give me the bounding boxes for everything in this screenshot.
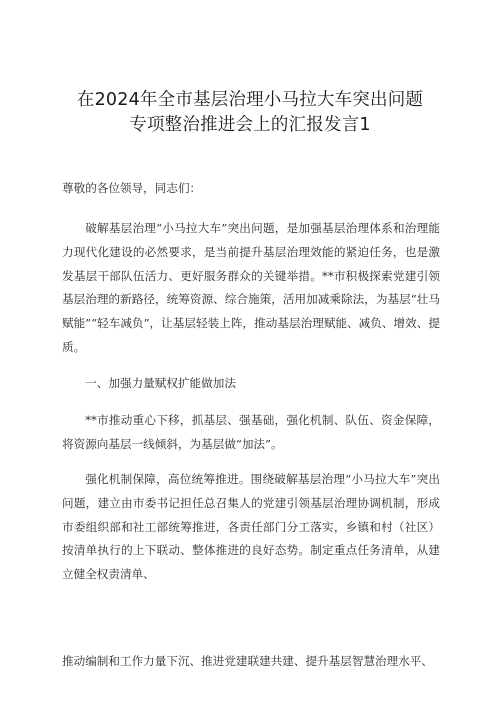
body-paragraph-intro: 破解基层治理“小马拉大车”突出问题，是加强基层治理体系和治理能力现代化建设的必然要求，是当前提升基层治理效能的紧迫任务，也是激发基层干部队伍活力、更好服务群众的关键举措。**市积极探索党建引领基层治理的新路径，统筹资源、综合施策，活用加减乘除法，为基层“壮马赋能”“轻车减负”，让基层轻装上阵，推动基层治理赋能、减负、增效、提质。 bbox=[62, 221, 440, 354]
section-heading-1: 一、加强力量赋权扩能做加法 bbox=[85, 376, 236, 390]
document-title bbox=[40, 88, 460, 138]
body-paragraph-section1-intro: **市推动重心下移，抓基层、强基础，强化机制、队伍、资金保障，将资源向基层一线倾斜，为基层做“加法”。 bbox=[62, 413, 440, 451]
body-paragraph-mechanism: 强化机制保障，高位统筹推进。围绕破解基层治理“小马拉大车”突出问题，建立由市委书记担任总召集人的党建引领基层治理协调机制，形成市委组织部和社工部统筹推进，各责任部门分工落实，乡镇和村（社区）按清单执行的上下联动、整体推进的良好态势。制定重点任务清单，从建立健全权责清单、 bbox=[62, 472, 440, 582]
title-line-2: 专项整治推进会上的汇报发言1 bbox=[129, 115, 371, 135]
title-line-1: 在2024年全市基层治理小马拉大车突出问题 bbox=[76, 90, 424, 110]
salutation: 尊敬的各位领导，同志们： bbox=[62, 181, 202, 195]
body-paragraph-continuation: 推动编制和工作力量下沉、推进党建联建共建、提升基层智慧治理水平、 bbox=[62, 654, 434, 668]
